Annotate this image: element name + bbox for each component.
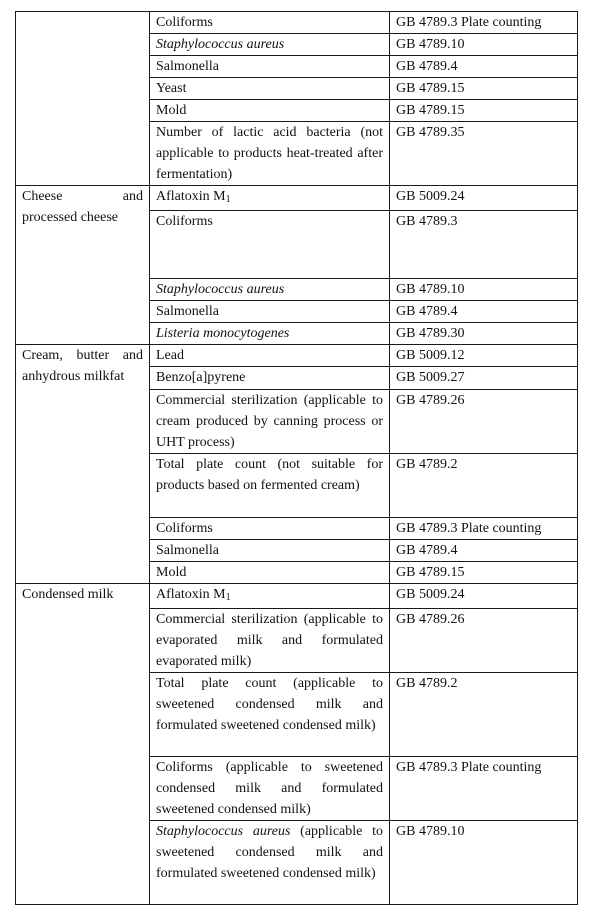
test-item-cell: Commercial sterilization (applicable to cream produced by canning process or UHT process) — [150, 390, 390, 454]
method-cell: GB 4789.26 — [390, 609, 578, 673]
test-item-cell: Salmonella — [150, 301, 390, 323]
test-item-cell: Commercial sterilization (applicable to evaporated milk and formulated evaporated milk) — [150, 609, 390, 673]
table-row — [16, 345, 578, 367]
subscript-text: 1 — [225, 194, 231, 205]
standards-table — [15, 11, 578, 905]
method-cell: GB 4789.10 — [390, 821, 578, 905]
method-cell: GB 4789.10 — [390, 279, 578, 301]
method-cell: GB 5009.12 — [390, 345, 578, 367]
test-item-cell: Benzo[a]pyrene — [150, 367, 390, 390]
method-cell: GB 4789.15 — [390, 562, 578, 584]
table-row — [16, 186, 578, 211]
table-row — [16, 584, 578, 609]
test-item-cell: Listeria monocytogenes — [150, 323, 390, 345]
test-item-cell: Staphylococcus aureus — [150, 279, 390, 301]
category-cell: Cream, butter and anhydrous milkfat — [16, 345, 150, 584]
test-item-cell — [150, 186, 390, 211]
test-item-cell: Number of lactic acid bacteria (not applicable to products heat-treated after fermentation) — [150, 122, 390, 186]
test-item-cell: Mold — [150, 100, 390, 122]
category-cell: Condensed milk — [16, 584, 150, 905]
test-item-cell: Yeast — [150, 78, 390, 100]
method-cell: GB 4789.30 — [390, 323, 578, 345]
method-cell: GB 4789.35 — [390, 122, 578, 186]
method-cell: GB 5009.27 — [390, 367, 578, 390]
test-item-cell: Staphylococcus aureus — [150, 34, 390, 56]
test-item-cell — [150, 821, 390, 905]
method-cell: GB 5009.24 — [390, 186, 578, 211]
method-cell: GB 4789.3 Plate counting — [390, 12, 578, 34]
test-item-cell: Mold — [150, 562, 390, 584]
test-item-cell: Total plate count (applicable to sweetened condensed milk and formulated sweetened condensed milk) — [150, 673, 390, 757]
method-cell: GB 4789.3 — [390, 211, 578, 279]
test-item-cell: Coliforms (applicable to sweetened condensed milk and formulated sweetened condensed milk) — [150, 757, 390, 821]
method-cell: GB 4789.15 — [390, 100, 578, 122]
method-cell: GB 4789.4 — [390, 540, 578, 562]
method-cell: GB 4789.3 Plate counting — [390, 518, 578, 540]
method-cell: GB 4789.4 — [390, 301, 578, 323]
category-cell — [16, 12, 150, 186]
test-item-cell: Coliforms — [150, 518, 390, 540]
test-item-cell: Coliforms — [150, 211, 390, 279]
category-cell: Cheese and processed cheese — [16, 186, 150, 345]
item-text: (applicable to sweetened condensed milk and formulated sweetened condensed milk) — [156, 824, 383, 881]
method-cell: GB 5009.24 — [390, 584, 578, 609]
item-text: Aflatoxin M — [156, 189, 226, 204]
item-text: Aflatoxin M — [156, 587, 226, 602]
method-cell: GB 4789.3 Plate counting — [390, 757, 578, 821]
method-cell: GB 4789.4 — [390, 56, 578, 78]
subscript-text: 1 — [225, 592, 231, 603]
test-item-cell: Coliforms — [150, 12, 390, 34]
method-cell: GB 4789.2 — [390, 673, 578, 757]
method-cell: GB 4789.26 — [390, 390, 578, 454]
method-cell: GB 4789.2 — [390, 454, 578, 518]
method-cell: GB 4789.15 — [390, 78, 578, 100]
method-cell: GB 4789.10 — [390, 34, 578, 56]
test-item-cell: Salmonella — [150, 540, 390, 562]
item-text-italic: Staphylococcus aureus — [156, 824, 291, 839]
test-item-cell: Total plate count (not suitable for products based on fermented cream) — [150, 454, 390, 518]
table-row — [16, 12, 578, 34]
test-item-cell: Lead — [150, 345, 390, 367]
test-item-cell: Salmonella — [150, 56, 390, 78]
test-item-cell — [150, 584, 390, 609]
